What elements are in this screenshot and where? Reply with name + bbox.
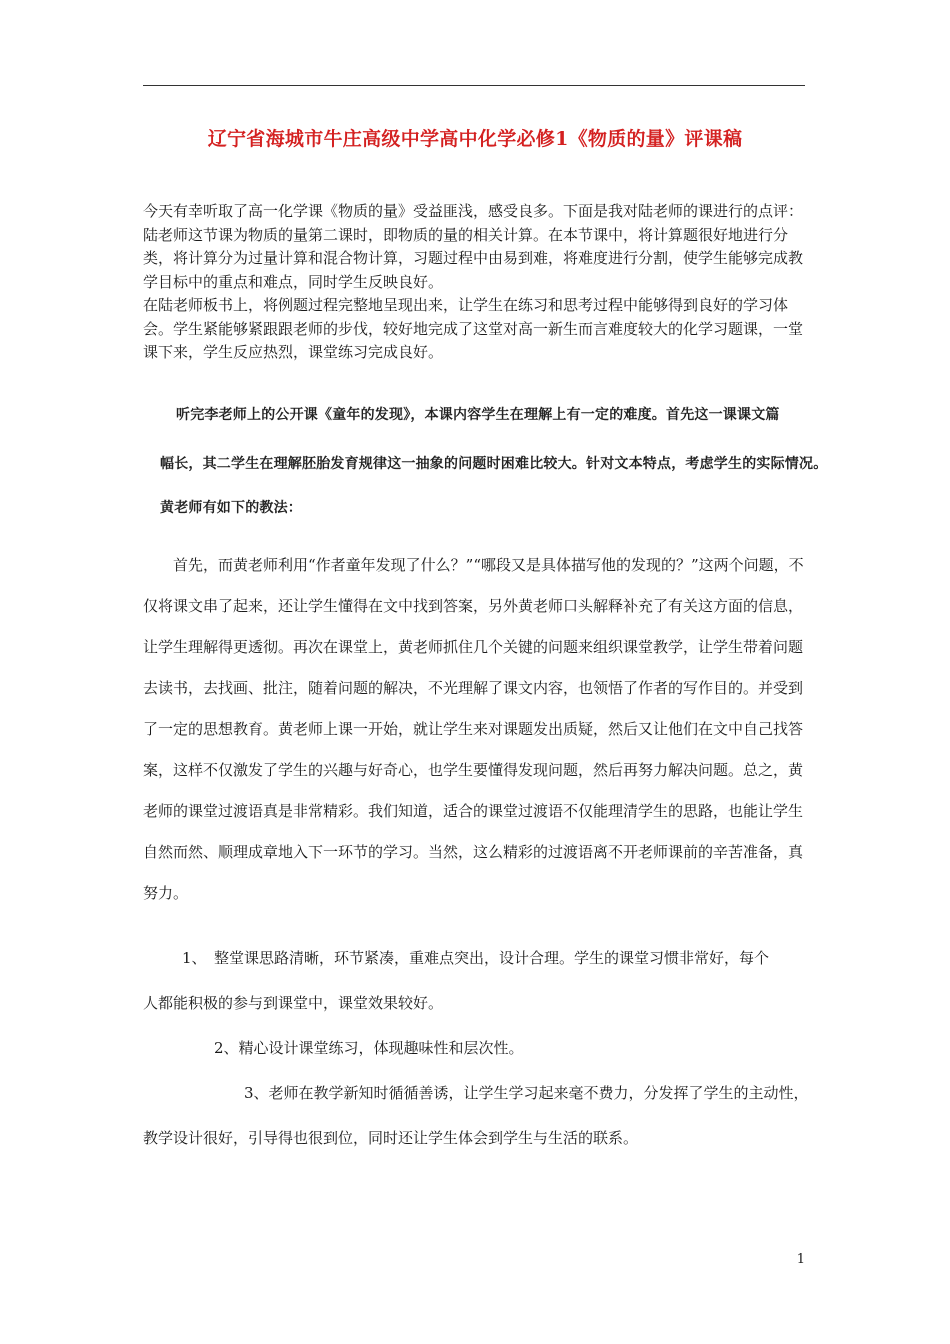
- header-rule: [143, 85, 805, 86]
- point-3-line-2: 教学设计很好，引导得也很到位，同时还让学生体会到学生与生活的联系。: [143, 1129, 639, 1147]
- point-1-line-1: 1、 整堂课思路清晰，环节紧凑，重难点突出，设计合理。学生的课堂习惯非常好，每个: [182, 949, 770, 967]
- point-3-line-1: 3、老师在教学新知时循循善诱，让学生学习起来毫不费力，分发挥了学生的主动性，: [244, 1084, 809, 1102]
- scanned-line-2: 幅长，其二学生在理解胚胎发育规律这一抽象的问题时困难比较大。针对文本特点，考虑学生的实际情况。: [160, 456, 828, 472]
- intro-section: [143, 200, 813, 365]
- scanned-line-1: 听完李老师上的公开课《童年的发现》，本课内容学生在理解上有一定的难度。首先这一课课文篇: [176, 407, 780, 423]
- point-2: 2、精心设计课堂练习，体现趣味性和层次性。: [214, 1039, 524, 1057]
- intro-paragraph-2: 陆老师这节课为物质的量第二课时，即物质的量的相关计算。在本节课中，将计算题很好地进行分类，将计算分为过量计算和混合物计算，习题过程中由易到难，将难度进行分割，使学生能够完成教学目标中的重点和难点，同时学生反映良好。: [143, 225, 804, 291]
- point-1-line-2: 人都能积极的参与到课堂中，课堂效果较好。: [143, 994, 444, 1012]
- main-paragraph: [143, 545, 815, 914]
- document-title: 辽宁省海城市牛庄高级中学高中化学必修1《物质的量》评课稿: [207, 128, 743, 150]
- main-paragraph-text: 首先，而黄老师利用“作者童年发现了什么？”“哪段又是具体描写他的发现的？”这两个问题，不仅将课文串了起来，还让学生懂得在文中找到答案，另外黄老师口头解释补充了有关这方面的信息，让学生理解得更透彻。再次在课堂上，黄老师抓住几个关键的问题来组织课堂教学，让学生带着问题去读书，去找画、批注，随着问题的解决，不光理解了课文内容，也领悟了作者的写作目的。并受到了一定的思想教育。黄老师上课一开始，就让学生来对课题发出质疑，然后又让他们在文中自己找答案，这样不仅激发了学生的兴趣与好奇心，也学生要懂得发现问题，然后再努力解决问题。总之，黄老师的课堂过渡语真是非常精彩。我们知道，适合的课堂过渡语不仅能理清学生的思路，也能让学生自然而然、顺理成章地入下一环节的学习。当然，这么精彩的过渡语离不开老师课前的辛苦准备，真努力。: [143, 556, 804, 902]
- scanned-line-3: 黄老师有如下的教法：: [160, 500, 302, 516]
- page-number: 1: [796, 1252, 805, 1267]
- intro-paragraph-1: 今天有幸听取了高一化学课《物质的量》受益匪浅，感受良多。下面是我对陆老师的课进行的点评：: [143, 202, 804, 220]
- intro-paragraph-3: 在陆老师板书上，将例题过程完整地呈现出来，让学生在练习和思考过程中能够得到良好的学习体会。学生紧能够紧跟跟老师的步伐，较好地完成了这堂对高一新生而言难度较大的化学习题课，一堂课下来，学生反应热烈，课堂练习完成良好。: [143, 296, 804, 361]
